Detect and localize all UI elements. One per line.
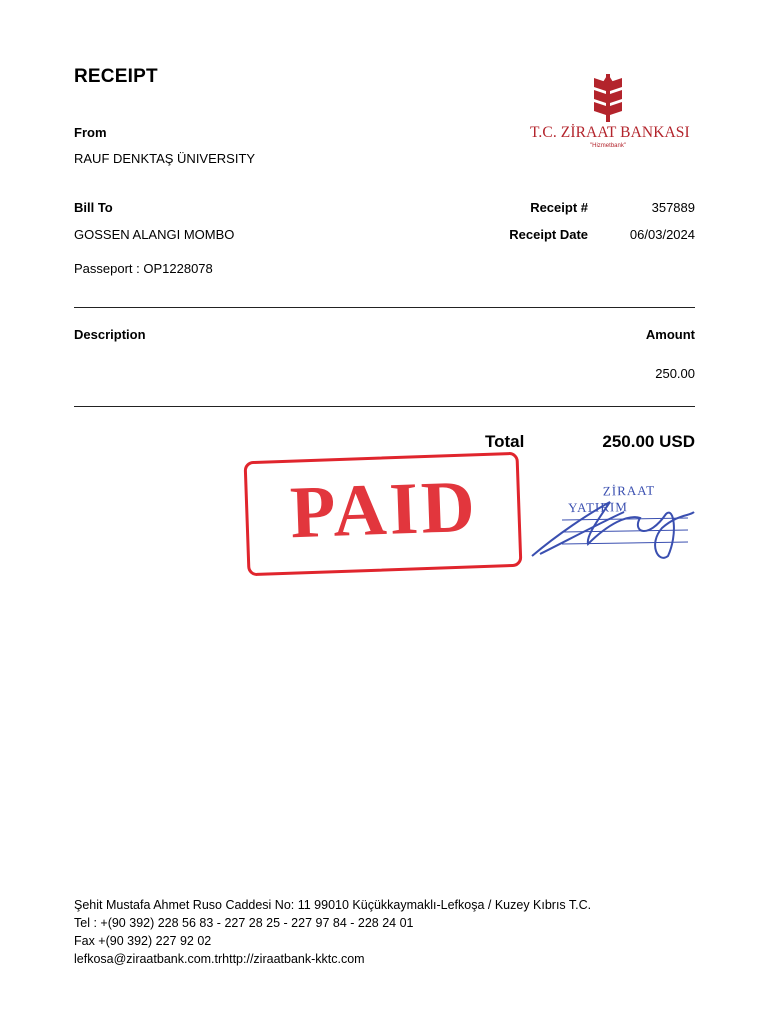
divider-bottom bbox=[74, 406, 695, 407]
footer-tel: Tel : +(90 392) 228 56 83 - 227 28 25 - 227 97 84 - 228 24 01 bbox=[74, 916, 414, 930]
line-item-amount: 250.00 bbox=[655, 366, 695, 381]
footer-web-link[interactable]: lefkosa@ziraatbank.com.trhttp://ziraatbank-kktc.com bbox=[74, 952, 365, 966]
bill-to-name: GOSSEN ALANGI MOMBO bbox=[74, 227, 235, 242]
receipt-date-value: 06/03/2024 bbox=[629, 227, 695, 242]
total-value: 250.00 USD bbox=[602, 432, 695, 451]
bill-to-label: Bill To bbox=[74, 200, 113, 215]
paid-stamp-text: PAID bbox=[288, 465, 480, 555]
footer-address: Şehit Mustafa Ahmet Ruso Caddesi No: 11 99010 Küçükkaymaklı-Lefkoşa / Kuzey Kıbrıs T.C. bbox=[74, 898, 592, 912]
receipt-number-value: 357889 bbox=[651, 200, 695, 215]
description-header: Description bbox=[74, 327, 146, 342]
wheat-icon bbox=[530, 72, 696, 124]
bank-stamp-text: ZİRAAT YATIRIM bbox=[568, 482, 655, 516]
footer bbox=[74, 896, 591, 968]
bank-stamp-signature bbox=[528, 474, 700, 570]
divider-top bbox=[74, 307, 695, 308]
bank-name: T.C. ZİRAAT BANKASI bbox=[530, 124, 690, 141]
passport-number: Passeport : OP1228078 bbox=[74, 261, 213, 276]
receipt-date-label: Receipt Date bbox=[509, 227, 588, 242]
from-value: RAUF DENKTAŞ ÜNIVERSITY bbox=[74, 151, 256, 166]
bank-tagline: "Hizmetbank" bbox=[590, 143, 626, 149]
amount-header: Amount bbox=[645, 327, 695, 342]
bank-logo bbox=[530, 72, 696, 160]
footer-fax: Fax +(90 392) 227 92 02 bbox=[74, 934, 212, 948]
paid-stamp bbox=[243, 448, 525, 578]
page-title: RECEIPT bbox=[74, 66, 158, 87]
from-label: From bbox=[74, 125, 107, 140]
receipt-number-label: Receipt # bbox=[530, 200, 588, 215]
total-label: Total bbox=[485, 432, 525, 451]
